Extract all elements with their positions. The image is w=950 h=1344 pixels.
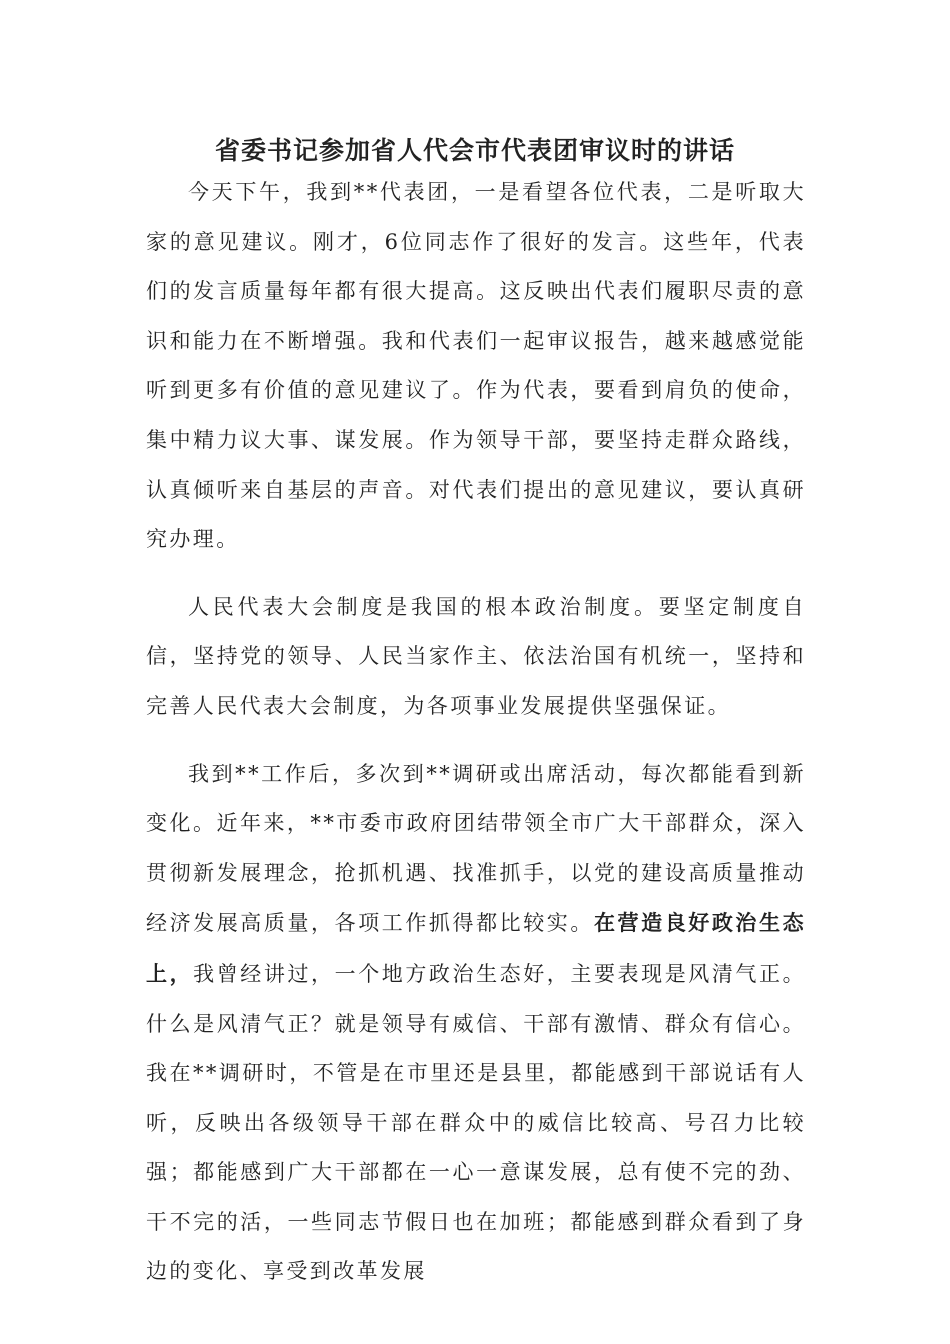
paragraph-3-bold-text: 在营造良好政治生态上，	[146, 910, 806, 986]
paragraph-2: 人民代表大会制度是我国的根本政治制度。要坚定制度自信，坚持党的领导、人民当家作主、依法治国有机统一，坚持和完善人民代表大会制度，为各项事业发展提供坚强保证。	[146, 594, 806, 718]
paragraph-3-text-before: 我到**工作后，多次到**调研或出席活动，每次都能看到新变化。近年来，**市委市政府团结带领全市广大干部群众，深入贯彻新发展理念，抢抓机遇、找准抓手，以党的建设高质量推动经济发展高质量，各项工作抓得都比较实。	[146, 761, 806, 936]
paragraph-3-text-after: 我曾经讲过，一个地方政治生态好，主要表现是风清气正。什么是风清气正？就是领导有威信、干部有激情、群众有信心。我在**调研时，不管是在市里还是县里，都能感到干部说话有人听，反映出各级领导干部在群众中的威信比较高、号召力比较强；都能感到广大干部都在一心一意谋发展，总有使不完的劲、干不完的活，一些同志节假日也在加班；都能感到群众看到了身边的变化、享受到改革发展	[146, 961, 806, 1284]
paragraph-1: 今天下午，我到**代表团，一是看望各位代表，二是听取大家的意见建议。刚才，6位同志作了很好的发言。这些年，代表们的发言质量每年都有很大提高。这反映出代表们履职尽责的意识和能力在不断增强。我和代表们一起审议报告，越来越感觉能听到更多有价值的意见建议了。作为代表，要看到肩负的使命，集中精力议大事、谋发展。作为领导干部，要坚持走群众路线，认真倾听来自基层的声音。对代表们提出的意见建议，要认真研究办理。	[146, 180, 806, 552]
document-body	[146, 168, 806, 1315]
document-title: 省委书记参加省人代会市代表团审议时的讲话	[214, 136, 735, 165]
paragraph-3	[146, 750, 806, 1298]
